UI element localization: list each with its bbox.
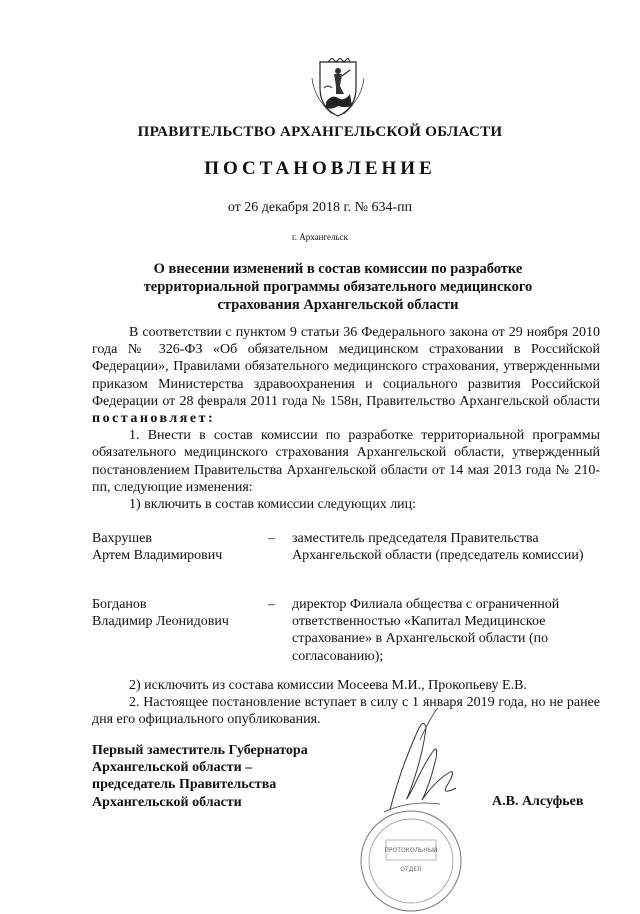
round-stamp <box>358 808 464 914</box>
stamp-text-mid: ОТДЕЛ <box>400 866 422 873</box>
organization-title: ПРАВИТЕЛЬСТВО АРХАНГЕЛЬСКОЙ ОБЛАСТИ <box>137 124 503 140</box>
handwritten-signature <box>360 700 480 820</box>
document-date-number: от 26 декабря 2018 г. № 634-пп <box>227 200 413 215</box>
signatory-name: А.В. Алсуфьев <box>492 794 584 809</box>
stamp-text-top: ПРОТОКОЛЬНЫЙ <box>384 847 438 854</box>
body-upper <box>92 324 600 513</box>
member-dash: – <box>268 597 275 612</box>
member-surname: Богданов <box>92 597 147 612</box>
item-2-paragraph: 2. Настоящее постановление вступает в силу с 1 января 2019 года, но не ранее дня его официального опубликования. <box>92 695 600 728</box>
member-given-names: Артем Владимирович <box>92 548 223 564</box>
signatory-position-line: председатель Правительства <box>92 777 277 793</box>
signatory-position-line: Архангельской области <box>92 794 242 810</box>
member-name <box>92 596 262 630</box>
item-1-paragraph: 1. Внести в состав комиссии по разработке территориальной программы обязательного медицинского страхования Архангельской области, утвержденный постановлением Правительства Архангельской области от 14 мая 2013 года № 210-пп, следующие изменения: <box>92 428 600 495</box>
member-name <box>92 530 262 564</box>
document-city: г. Архангельск <box>292 232 348 242</box>
body-lower <box>92 677 600 729</box>
document-type: ПОСТАНОВЛЕНИЕ <box>204 158 436 179</box>
preamble-text: В соответствии с пунктом 9 статьи 36 Федерального закона от 29 ноября 2010 года № 326-ФЗ «Об обязательном медицинском страховании в Российской Федерации», Правилами обязательного медицинского страхования, утвержденными приказом Министерства здравоохранения и социального развития Российской Федерации от 28 февраля 2011 года № 158н, Правительство Архангельской области <box>92 325 600 409</box>
member-role: заместитель председателя Правительства Архангельской области (председатель комиссии) <box>292 531 584 564</box>
preamble-paragraph <box>92 324 600 427</box>
subitem-2-paragraph: 2) исключить из состава комиссии Мосеева М.И., Прокопьеву Е.В. <box>129 678 527 693</box>
document-subject: О внесении изменений в состав комиссии по разработке территориальной программы обязательного медицинского страхования Архангельской области <box>143 261 533 313</box>
signatory-position-line: Архангельской области – <box>92 760 253 776</box>
signatory-position <box>92 742 308 811</box>
signatory-position-line: Первый заместитель Губернатора <box>92 743 308 758</box>
resolves-word: постановляет: <box>92 411 216 427</box>
subitem-1-paragraph: 1) включить в состав комиссии следующих лиц: <box>129 497 417 513</box>
member-dash: – <box>268 531 275 546</box>
member-given-names: Владимир Леонидович <box>92 614 229 630</box>
member-surname: Вахрушев <box>92 531 152 546</box>
coat-of-arms-icon <box>306 58 370 118</box>
member-role: директор Филиала общества с ограниченной ответственностью «Капитал Медицинское страхование» в Архангельской области (по согласованию); <box>292 597 560 664</box>
